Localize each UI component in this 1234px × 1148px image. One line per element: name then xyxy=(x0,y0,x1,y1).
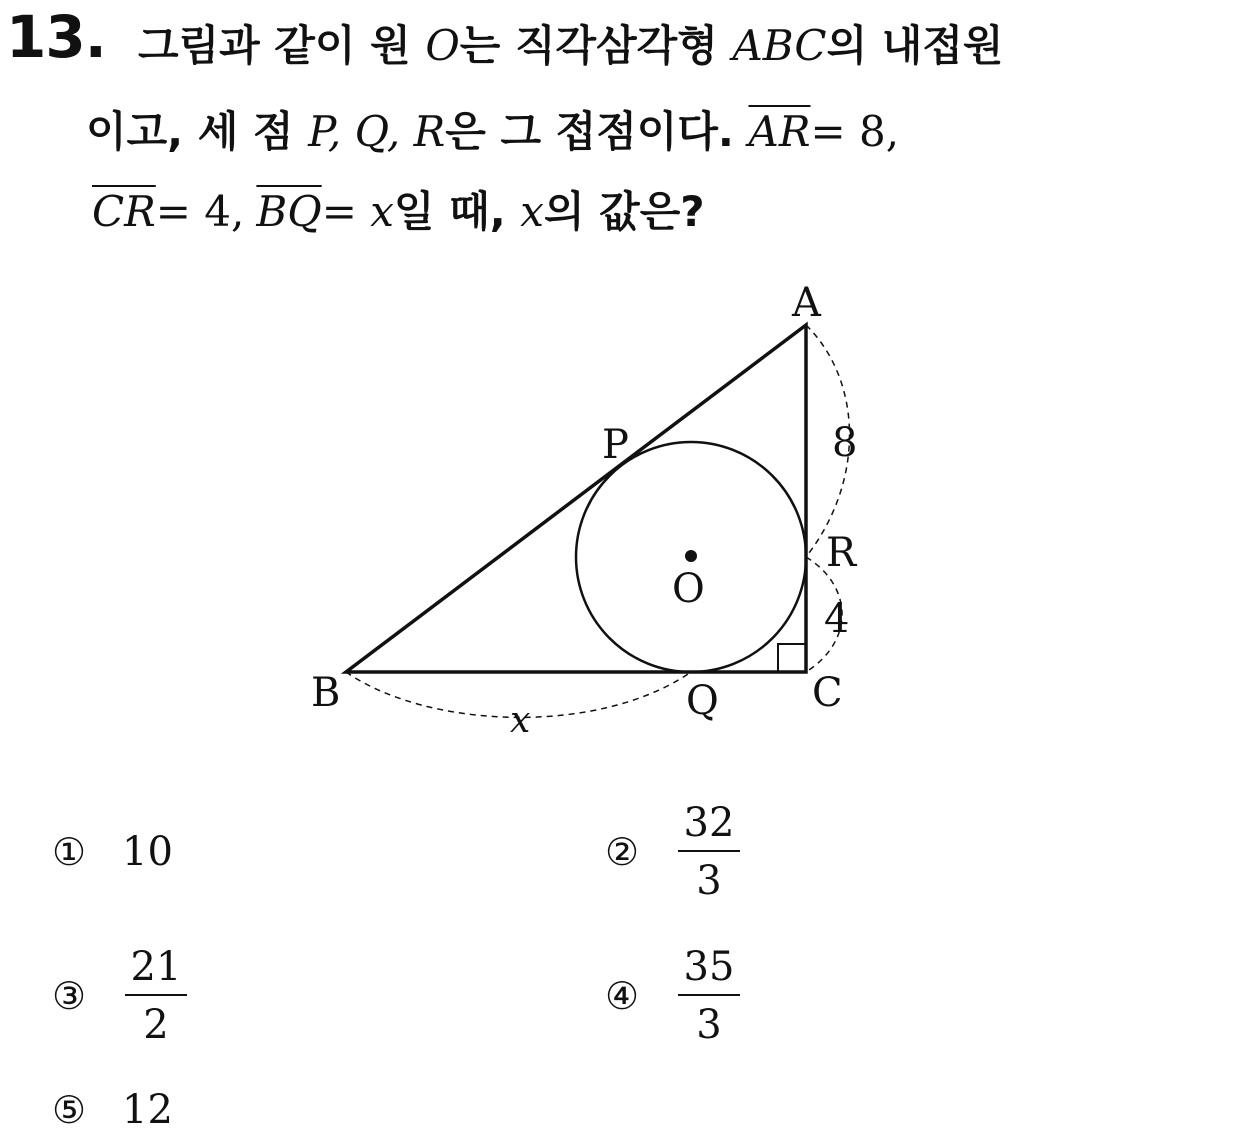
math-equals-8: = 8, xyxy=(810,107,900,156)
fraction-bar xyxy=(678,994,740,996)
choice-mark: ⑤ xyxy=(52,1088,87,1132)
label-r: R xyxy=(826,530,857,576)
label-q: Q xyxy=(686,678,719,724)
label-length-8: 8 xyxy=(832,420,858,466)
math-segment-bq: $\overline{BQ}$ xyxy=(256,187,322,236)
fraction-denominator: 3 xyxy=(696,858,722,904)
choice-fraction xyxy=(678,798,740,906)
fraction-bar xyxy=(678,850,740,852)
question-text: 그림과 같이 원 xyxy=(138,21,426,70)
choice-value: 12 xyxy=(122,1087,173,1133)
choice-fraction xyxy=(125,942,187,1050)
fraction-bar xyxy=(125,994,187,996)
math-variable-x: x xyxy=(520,187,544,236)
math-segment-cr: $\overline{CR}$ xyxy=(92,187,156,236)
fraction-numerator: 32 xyxy=(683,800,735,846)
question-text: 일 때, xyxy=(393,187,521,236)
fraction-numerator: 35 xyxy=(683,944,735,990)
fraction-denominator: 3 xyxy=(696,1002,722,1048)
math-triangle-abc: ABC xyxy=(732,21,827,70)
question-text: 의 값은? xyxy=(543,187,705,236)
math-circle-o: O xyxy=(425,21,460,70)
math-equals: = xyxy=(321,187,371,236)
label-p: P xyxy=(602,422,629,468)
question-text: 는 직각삼각형 xyxy=(459,21,733,70)
choice-value: 10 xyxy=(122,829,173,875)
label-length-4: 4 xyxy=(824,596,850,642)
choice-fraction xyxy=(678,942,740,1050)
question-text: 이고, 세 점 xyxy=(86,107,309,156)
fraction-denominator: 2 xyxy=(143,1002,169,1048)
label-o: O xyxy=(672,566,705,612)
center-point xyxy=(685,550,697,562)
label-length-x: x xyxy=(510,700,531,741)
choice-mark: ① xyxy=(52,830,87,874)
choice-mark: ③ xyxy=(52,974,87,1018)
question-text: 의 내접원 xyxy=(826,21,1004,70)
math-points-pqr: P, Q, R xyxy=(308,107,446,156)
label-c: C xyxy=(812,670,843,716)
label-b: B xyxy=(311,670,341,716)
triangle-abc xyxy=(346,325,806,672)
choice-mark: ② xyxy=(605,830,640,874)
math-equals-4: = 4, xyxy=(155,187,245,236)
question-number: 13. xyxy=(6,3,106,71)
fraction-numerator: 21 xyxy=(130,944,182,990)
math-variable-x: x xyxy=(370,187,394,236)
choice-mark: ④ xyxy=(605,974,640,1018)
math-segment-ar: $\overline{AR}$ xyxy=(748,107,811,156)
question-text: 은 그 접점이다. xyxy=(445,107,749,156)
label-a: A xyxy=(792,280,821,326)
right-angle-mark xyxy=(778,644,806,672)
